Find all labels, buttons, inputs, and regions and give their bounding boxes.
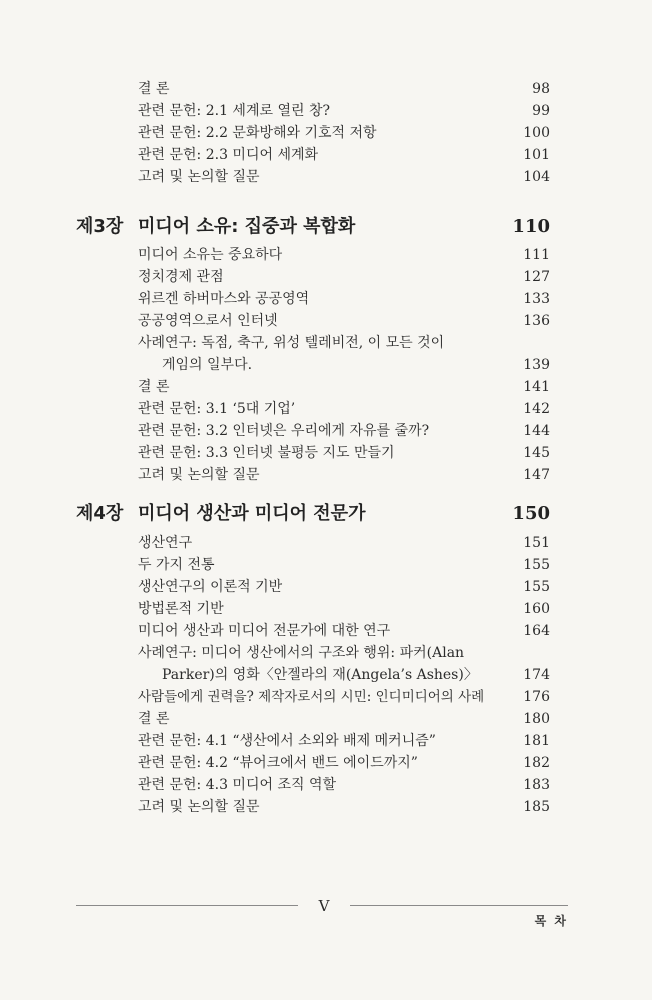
toc-entry-page: 144 [523, 423, 550, 439]
toc-entry-page: 185 [523, 799, 550, 815]
toc-entry-page: 176 [523, 689, 550, 705]
toc-entry-title: 미디어 소유는 중요하다 [138, 247, 283, 263]
toc-entry-title: 정치경제 관점 [138, 269, 224, 285]
toc-entry-title: 고려 및 논의할 질문 [138, 799, 260, 815]
toc-entry-title: 방법론적 기반 [138, 601, 224, 617]
toc-entry-title: 결 론 [138, 711, 170, 727]
toc-entry-page: 155 [523, 557, 550, 573]
toc-entry-title: 사람들에게 권력을? 제작자로서의 시민: 인디미디어의 사례 [138, 689, 485, 705]
chapter-page: 110 [512, 216, 550, 237]
toc-entry-page: 164 [523, 623, 550, 639]
toc-entry-page: 174 [523, 667, 550, 683]
footer-rule-left [76, 905, 298, 906]
toc-entry-page: 155 [523, 579, 550, 595]
toc-entry-title: 고려 및 논의할 질문 [138, 169, 260, 185]
toc-entry-page: 141 [523, 379, 550, 395]
toc-entry-title: 게임의 일부다. [162, 357, 253, 373]
toc-entry-title: 관련 문헌: 3.3 인터넷 불평등 지도 만들기 [138, 445, 395, 461]
toc-entry-page: 183 [523, 777, 550, 793]
running-head: 목 차 [534, 914, 568, 928]
toc-entry-title: 두 가지 전통 [138, 557, 215, 573]
toc-entry-page: 151 [523, 535, 550, 551]
toc-entry-title: 결 론 [138, 81, 170, 97]
chapter-title: 미디어 생산과 미디어 전문가 [138, 503, 366, 524]
toc-entry-page: 127 [523, 269, 550, 285]
toc-entry-title: 관련 문헌: 4.1 “생산에서 소외와 배제 메커니즘” [138, 733, 436, 749]
page-folio: V [318, 897, 330, 915]
toc-entry-title: 사례연구: 독점, 축구, 위성 텔레비전, 이 모든 것이 [138, 335, 445, 351]
toc-entry-page: 181 [523, 733, 550, 749]
toc-entry-page: 99 [532, 103, 550, 119]
toc-entry-title: 공공영역으로서 인터넷 [138, 313, 278, 329]
toc-entry-title: 생산연구 [138, 535, 193, 551]
toc-entry-title: 위르겐 하버마스와 공공영역 [138, 291, 310, 307]
toc-entry-title: 관련 문헌: 4.2 “뷰어크에서 밴드 에이드까지” [138, 755, 418, 771]
toc-entry-title: 관련 문헌: 2.3 미디어 세계화 [138, 147, 319, 163]
toc-entry-page: 133 [523, 291, 550, 307]
toc-entry-title: 관련 문헌: 3.2 인터넷은 우리에게 자유를 줄까? [138, 423, 430, 439]
toc-entry-title: 관련 문헌: 4.3 미디어 조직 역할 [138, 777, 336, 793]
toc-entry-title: 관련 문헌: 3.1 ‘5대 기업’ [138, 401, 296, 417]
toc-entry-page: 111 [523, 247, 550, 263]
toc-entry-title: 생산연구의 이론적 기반 [138, 579, 283, 595]
toc-entry-page: 101 [523, 147, 550, 163]
toc-entry-page: 180 [523, 711, 550, 727]
toc-entry-page: 136 [523, 313, 550, 329]
toc-entry-title: 관련 문헌: 2.1 세계로 열린 창? [138, 103, 330, 119]
toc-entry-page: 104 [523, 169, 550, 185]
toc-entry-title: 미디어 생산과 미디어 전문가에 대한 연구 [138, 623, 391, 639]
toc-entry-page: 139 [523, 357, 550, 373]
toc-entry-title: Parker)의 영화〈안젤라의 재(Angela’s Ashes)〉 [162, 667, 478, 683]
toc-entry-title: 관련 문헌: 2.2 문화방해와 기호적 저항 [138, 125, 377, 141]
toc-entry-page: 147 [523, 467, 550, 483]
toc-entry-page: 100 [523, 125, 550, 141]
chapter-number: 제3장 [76, 216, 124, 237]
chapter-page: 150 [512, 503, 550, 524]
toc-entry-title: 결 론 [138, 379, 170, 395]
toc-entry-title: 사례연구: 미디어 생산에서의 구조와 행위: 파커(Alan [138, 645, 465, 661]
toc-entry-page: 142 [523, 401, 550, 417]
toc-entry-title: 고려 및 논의할 질문 [138, 467, 260, 483]
chapter-title: 미디어 소유: 집중과 복합화 [138, 216, 356, 237]
footer-rule-right [350, 905, 568, 906]
toc-entry-page: 160 [523, 601, 550, 617]
toc-entry-page: 145 [523, 445, 550, 461]
toc-entry-page: 182 [523, 755, 550, 771]
chapter-number: 제4장 [76, 503, 124, 524]
toc-entry-page: 98 [532, 81, 550, 97]
